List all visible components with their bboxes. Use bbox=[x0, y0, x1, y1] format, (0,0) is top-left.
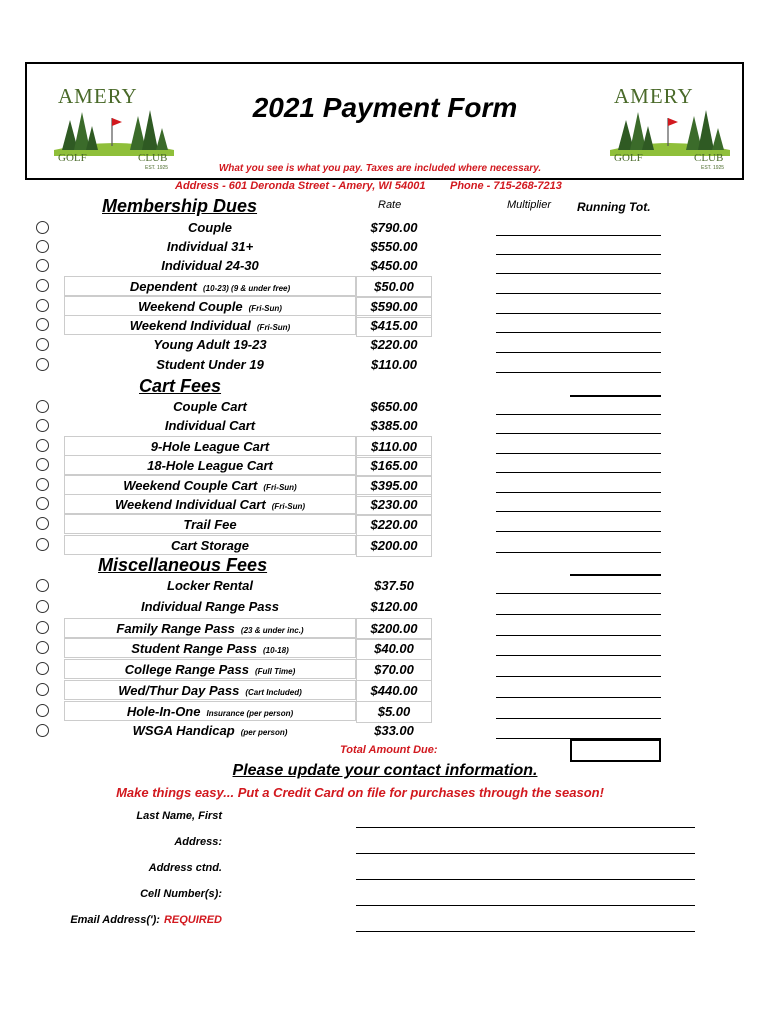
fee-row bbox=[0, 618, 770, 638]
fee-rate: $50.00 bbox=[356, 276, 432, 298]
fee-label bbox=[64, 494, 356, 514]
fee-label bbox=[64, 237, 356, 257]
fee-note: (Fri-Sun) bbox=[256, 323, 291, 332]
fee-label bbox=[64, 576, 356, 596]
fee-rate: $70.00 bbox=[356, 659, 432, 681]
fee-row bbox=[0, 597, 770, 617]
fee-rate: $230.00 bbox=[356, 494, 432, 516]
fee-name: Weekend Individual bbox=[129, 318, 251, 333]
contact-label-text: Email Address('): bbox=[70, 914, 160, 926]
contact-label-text: Last Name, First bbox=[136, 810, 222, 822]
fee-rate: $33.00 bbox=[374, 723, 414, 738]
select-radio[interactable] bbox=[36, 497, 49, 510]
fee-row bbox=[0, 315, 770, 335]
fee-row bbox=[0, 638, 770, 658]
fee-label bbox=[64, 475, 356, 495]
fee-rate: $200.00 bbox=[356, 535, 432, 557]
multiplier-line[interactable] bbox=[496, 697, 661, 698]
multiplier-line[interactable] bbox=[496, 718, 661, 719]
select-radio[interactable] bbox=[36, 318, 49, 331]
fee-name: Individual 24-30 bbox=[161, 258, 259, 273]
select-radio[interactable] bbox=[36, 259, 49, 272]
contact-label-text: Cell Number(s): bbox=[140, 888, 222, 900]
fee-label bbox=[64, 455, 356, 475]
select-radio[interactable] bbox=[36, 338, 49, 351]
fee-note: (Fri-Sun) bbox=[271, 502, 306, 511]
logo-club: CLUB bbox=[694, 152, 724, 164]
fee-label bbox=[64, 296, 356, 316]
column-multiplier: Multiplier bbox=[507, 199, 552, 211]
contact-input-line[interactable] bbox=[356, 853, 695, 854]
fee-rate: $395.00 bbox=[356, 475, 432, 497]
contact-field-label bbox=[60, 810, 222, 822]
multiplier-line[interactable] bbox=[496, 531, 661, 532]
multiplier-line[interactable] bbox=[496, 593, 661, 594]
fee-rate: $385.00 bbox=[370, 418, 418, 433]
fee-row bbox=[0, 256, 770, 276]
fee-note: (Fri-Sun) bbox=[248, 304, 282, 313]
section-title-membership: Membership Dues bbox=[102, 196, 258, 216]
fee-rate: $590.00 bbox=[356, 296, 432, 318]
select-radio[interactable] bbox=[36, 419, 49, 432]
fee-row bbox=[0, 296, 770, 316]
fee-row bbox=[0, 701, 770, 721]
fee-name: 18-Hole League Cart bbox=[147, 458, 273, 473]
multiplier-line[interactable] bbox=[496, 511, 661, 512]
fee-label bbox=[64, 218, 356, 238]
fee-label bbox=[64, 397, 356, 417]
logo-golf: GOLF bbox=[614, 152, 643, 164]
contact-field-label bbox=[60, 862, 222, 874]
multiplier-line[interactable] bbox=[496, 414, 661, 415]
fee-rate: $415.00 bbox=[356, 315, 432, 337]
select-radio[interactable] bbox=[36, 600, 49, 613]
multiplier-line[interactable] bbox=[496, 273, 661, 274]
fee-label bbox=[64, 701, 356, 721]
multiplier-line[interactable] bbox=[496, 235, 661, 236]
select-radio[interactable] bbox=[36, 683, 49, 696]
fee-name: Individual 31+ bbox=[166, 239, 254, 254]
section-title-misc: Miscellaneous Fees bbox=[98, 555, 268, 575]
select-radio[interactable] bbox=[36, 579, 49, 592]
contact-field-label bbox=[60, 914, 222, 926]
fee-row bbox=[0, 576, 770, 596]
contact-label-text: Address: bbox=[174, 836, 222, 848]
fee-note: (Cart Included) bbox=[245, 688, 302, 697]
fee-name: Young Adult 19-23 bbox=[153, 337, 267, 352]
fee-row bbox=[0, 397, 770, 417]
fee-rate: $450.00 bbox=[370, 258, 418, 273]
fee-name: Trail Fee bbox=[183, 517, 237, 532]
fee-name: Couple Cart bbox=[173, 399, 247, 414]
contact-field-label bbox=[60, 836, 222, 848]
fee-rate: $110.00 bbox=[370, 357, 418, 372]
fee-rate: $440.00 bbox=[356, 680, 432, 702]
credit-card-note: Make things easy... Put a Credit Card on file for purchases through the season! bbox=[116, 785, 604, 800]
club-address: Address - 601 Deronda Street - Amery, WI 54001 bbox=[175, 180, 426, 192]
fee-rate: $5.00 bbox=[356, 701, 432, 723]
select-radio[interactable] bbox=[36, 724, 49, 737]
select-radio[interactable] bbox=[36, 662, 49, 675]
select-radio[interactable] bbox=[36, 538, 49, 551]
fee-row bbox=[0, 335, 770, 355]
fee-name: Family Range Pass bbox=[116, 621, 235, 636]
logo-brand: AMERY bbox=[614, 84, 694, 108]
club-phone: Phone - 715-268-7213 bbox=[450, 180, 562, 192]
select-radio[interactable] bbox=[36, 358, 49, 371]
tagline: What you see is what you pay. Taxes are included where necessary. bbox=[218, 163, 542, 174]
fee-row bbox=[0, 218, 770, 238]
fee-name: Individual Range Pass bbox=[141, 599, 279, 614]
fee-row bbox=[0, 276, 770, 296]
fee-name: Dependent bbox=[129, 279, 198, 294]
select-radio[interactable] bbox=[36, 299, 49, 312]
select-radio[interactable] bbox=[36, 704, 49, 717]
fee-row bbox=[0, 680, 770, 700]
select-radio[interactable] bbox=[36, 458, 49, 471]
logo-est: EST. 1925 bbox=[145, 165, 169, 171]
fee-name: 9-Hole League Cart bbox=[150, 439, 270, 454]
select-radio[interactable] bbox=[36, 621, 49, 634]
form-title: 2021 Payment Form bbox=[252, 92, 518, 123]
fee-name: Weekend Couple Cart bbox=[123, 478, 258, 493]
fee-label bbox=[64, 436, 356, 456]
multiplier-line[interactable] bbox=[496, 293, 661, 294]
fee-name: College Range Pass bbox=[124, 662, 249, 677]
total-amount-box[interactable] bbox=[570, 739, 661, 762]
fee-name: Hole-In-One bbox=[126, 704, 201, 719]
fee-rate: $200.00 bbox=[356, 618, 432, 640]
multiplier-line[interactable] bbox=[496, 655, 661, 656]
select-radio[interactable] bbox=[36, 240, 49, 253]
fee-note: (10-23) (9 & under free) bbox=[203, 284, 291, 293]
logo-est: EST. 1925 bbox=[701, 165, 725, 171]
multiplier-line[interactable] bbox=[496, 453, 661, 454]
fee-label bbox=[64, 535, 356, 555]
fee-label bbox=[64, 618, 356, 638]
fee-row bbox=[0, 475, 770, 495]
fee-label bbox=[64, 721, 356, 741]
select-radio[interactable] bbox=[36, 478, 49, 491]
multiplier-line[interactable] bbox=[496, 372, 661, 373]
fee-label bbox=[64, 276, 356, 296]
fee-label bbox=[64, 680, 356, 700]
multiplier-line[interactable] bbox=[496, 332, 661, 333]
multiplier-line[interactable] bbox=[496, 254, 661, 255]
fee-label bbox=[64, 638, 356, 658]
fee-rate: $550.00 bbox=[370, 239, 418, 254]
fee-name: Cart Storage bbox=[170, 538, 250, 553]
fee-note: (Fri-Sun) bbox=[263, 483, 297, 492]
fee-name: WSGA Handicap bbox=[132, 723, 235, 738]
fee-row bbox=[0, 237, 770, 257]
fee-rate: $220.00 bbox=[356, 514, 432, 536]
fee-note: (Full Time) bbox=[254, 667, 296, 676]
logo-golf: GOLF bbox=[58, 152, 87, 164]
logo-brand: AMERY bbox=[58, 84, 138, 108]
fee-rate: $110.00 bbox=[356, 436, 432, 458]
fee-name: Wed/Thur Day Pass bbox=[118, 683, 240, 698]
contact-label-text: Address ctnd. bbox=[148, 862, 222, 874]
select-radio[interactable] bbox=[36, 439, 49, 452]
contact-input-line[interactable] bbox=[356, 905, 695, 906]
fee-label bbox=[64, 355, 356, 375]
multiplier-line[interactable] bbox=[496, 552, 661, 553]
fee-row bbox=[0, 455, 770, 475]
fee-label bbox=[64, 514, 356, 534]
section-title-cart: Cart Fees bbox=[139, 376, 222, 396]
fee-row bbox=[0, 416, 770, 436]
column-running-total: Running Tot. bbox=[577, 200, 651, 214]
multiplier-line[interactable] bbox=[496, 433, 661, 434]
fee-note: Insurance (per person) bbox=[206, 709, 294, 718]
fee-name: Weekend Couple bbox=[138, 299, 243, 314]
fee-row bbox=[0, 494, 770, 514]
contact-field-label bbox=[60, 888, 222, 900]
multiplier-line[interactable] bbox=[496, 472, 661, 473]
select-radio[interactable] bbox=[36, 517, 49, 530]
fee-row bbox=[0, 514, 770, 534]
contact-input-line[interactable] bbox=[356, 827, 695, 828]
fee-label bbox=[64, 256, 356, 276]
select-radio[interactable] bbox=[36, 279, 49, 292]
multiplier-line[interactable] bbox=[496, 614, 661, 615]
select-radio[interactable] bbox=[36, 400, 49, 413]
select-radio[interactable] bbox=[36, 221, 49, 234]
logo-club: CLUB bbox=[138, 152, 168, 164]
fee-name: Individual Cart bbox=[164, 418, 256, 433]
column-rate: Rate bbox=[378, 199, 402, 211]
fee-rate: $40.00 bbox=[356, 638, 432, 660]
fee-rate: $165.00 bbox=[356, 455, 432, 477]
fee-name: Student Range Pass bbox=[131, 641, 257, 656]
contact-input-line[interactable] bbox=[356, 879, 695, 880]
total-amount-label: Total Amount Due: bbox=[340, 744, 438, 756]
multiplier-line[interactable] bbox=[496, 313, 661, 314]
fee-rate: $790.00 bbox=[370, 220, 418, 235]
multiplier-line[interactable] bbox=[496, 635, 661, 636]
fee-rate: $120.00 bbox=[370, 599, 418, 614]
fee-name: Weekend Individual Cart bbox=[114, 497, 266, 512]
multiplier-line[interactable] bbox=[496, 352, 661, 353]
fee-note: (10-18) bbox=[262, 646, 289, 655]
multiplier-line[interactable] bbox=[496, 676, 661, 677]
required-marker: REQUIRED bbox=[163, 914, 222, 926]
fee-rate: $220.00 bbox=[370, 337, 418, 352]
fee-label bbox=[64, 416, 356, 436]
fee-note: (per person) bbox=[240, 728, 288, 737]
fee-row bbox=[0, 535, 770, 555]
fee-note: (23 & under inc.) bbox=[240, 626, 304, 635]
fee-name: Student Under 19 bbox=[156, 357, 264, 372]
fee-row bbox=[0, 436, 770, 456]
fee-row bbox=[0, 659, 770, 679]
fee-rate: $37.50 bbox=[374, 578, 414, 593]
multiplier-line[interactable] bbox=[496, 492, 661, 493]
fee-label bbox=[64, 597, 356, 617]
fee-rate: $650.00 bbox=[370, 399, 418, 414]
fee-name: Locker Rental bbox=[167, 578, 253, 593]
fee-name: Couple bbox=[187, 220, 233, 235]
fee-label bbox=[64, 315, 356, 335]
contact-input-line[interactable] bbox=[356, 931, 695, 932]
fee-label bbox=[64, 659, 356, 679]
select-radio[interactable] bbox=[36, 641, 49, 654]
update-contact-title: Please update your contact information. bbox=[232, 762, 538, 779]
fee-label bbox=[64, 335, 356, 355]
fee-row bbox=[0, 721, 770, 741]
fee-row bbox=[0, 355, 770, 375]
